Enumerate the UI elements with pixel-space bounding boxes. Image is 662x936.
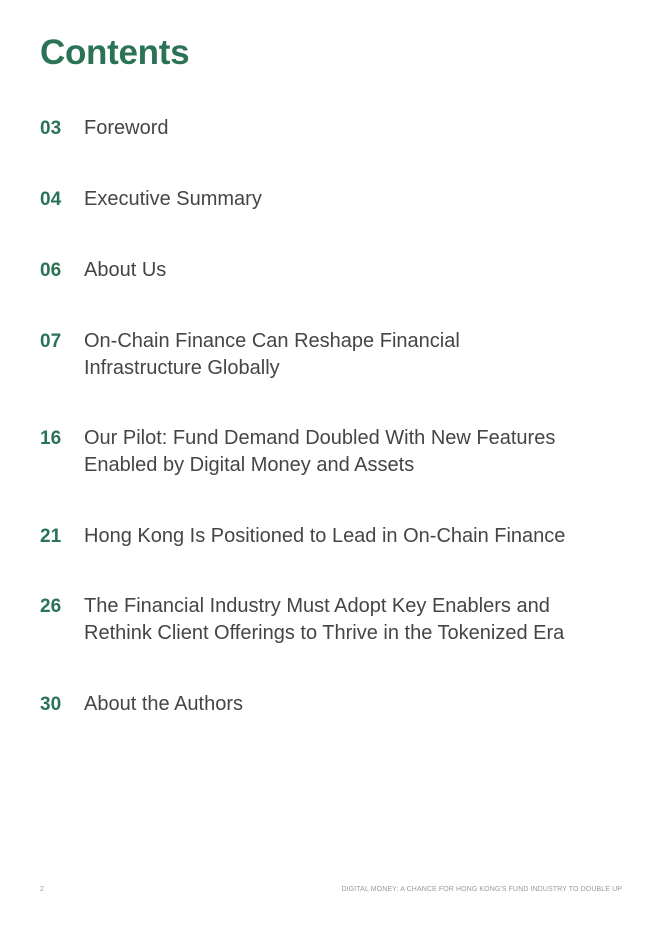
toc-page-number: 04 — [40, 189, 62, 210]
toc-page-number: 07 — [40, 331, 62, 352]
toc-item-hong-kong[interactable] — [40, 523, 565, 550]
page-title: Contents — [40, 33, 190, 72]
toc-page-number: 03 — [40, 118, 62, 139]
toc-item-on-chain-finance[interactable] — [40, 328, 460, 381]
toc-item-foreword[interactable] — [40, 115, 168, 142]
toc-page-number: 21 — [40, 526, 62, 547]
toc-entry-title — [84, 523, 565, 550]
toc-entry-title — [84, 186, 262, 213]
toc-item-about-the-authors[interactable] — [40, 691, 243, 718]
toc-entry-title-line: The Financial Industry Must Adopt Key Enablers and — [84, 595, 550, 617]
toc-entry-title — [84, 328, 460, 381]
toc-entry-title-line: Enabled by Digital Money and Assets — [84, 453, 415, 476]
toc-entry-title-line: On-Chain Finance Can Reshape Financial — [84, 330, 460, 352]
toc-entry-title-line: About the Authors — [84, 693, 244, 715]
toc-page-number: 30 — [40, 694, 62, 715]
toc-entry-title — [84, 593, 564, 646]
toc-entry-title — [84, 691, 243, 718]
toc-entry-title — [84, 425, 555, 478]
toc-entry-title-line: Foreword — [84, 117, 169, 139]
toc-item-executive-summary[interactable] — [40, 186, 262, 213]
toc-item-financial-industry[interactable] — [40, 593, 564, 646]
footer-document-title: DIGITAL MONEY: A CHANCE FOR HONG KONG'S FUND INDUSTRY TO DOUBLE UP — [341, 886, 622, 893]
footer-page-number: 2 — [40, 886, 44, 893]
toc-page-number: 16 — [40, 428, 62, 449]
toc-entry-title-line: Hong Kong Is Positioned to Lead in On-Chain Finance — [84, 525, 566, 547]
toc-entry-title-line: Rethink Client Offerings to Thrive in the Tokenized Era — [84, 621, 565, 644]
toc-entry-title — [84, 115, 168, 142]
toc-entry-title-line: Executive Summary — [84, 188, 262, 210]
toc-item-our-pilot[interactable] — [40, 425, 555, 478]
toc-entry-title-line: Our Pilot: Fund Demand Doubled With New Features — [84, 427, 556, 449]
toc-entry-title-line: Infrastructure Globally — [84, 356, 280, 379]
toc-entry-title-line: About Us — [84, 259, 167, 281]
toc-page-number: 26 — [40, 596, 62, 617]
toc-item-about-us[interactable] — [40, 257, 166, 284]
toc-page-number: 06 — [40, 260, 62, 281]
toc-entry-title — [84, 257, 166, 284]
